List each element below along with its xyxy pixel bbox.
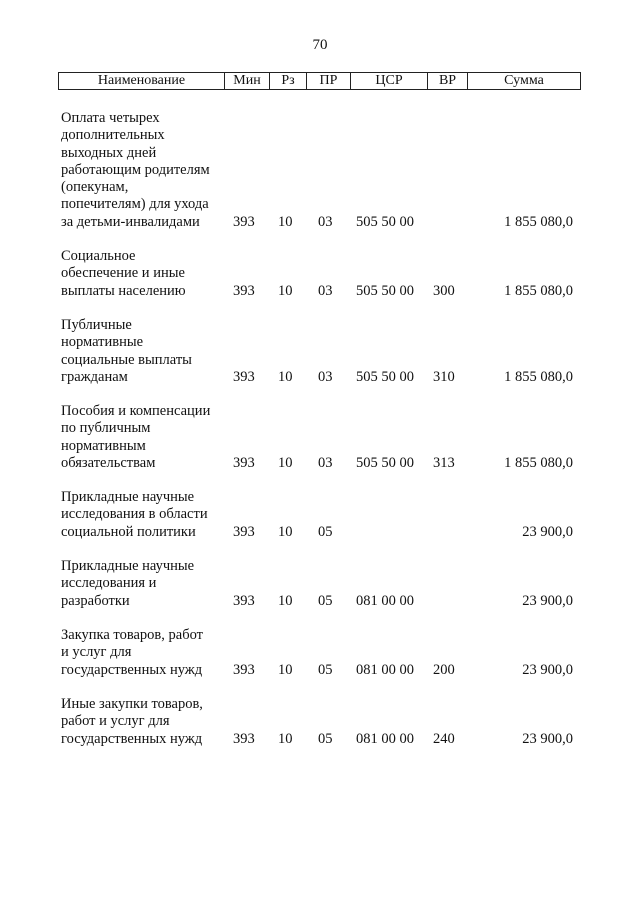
row-name: Пособия и компенсации по публичным нормативным обязательствам <box>61 403 211 471</box>
row-vr: 240 <box>433 731 455 747</box>
row-min: 393 <box>233 593 255 609</box>
row-name: Закупка товаров, работ и услуг для государственных нужд <box>61 627 203 678</box>
header-csr: ЦСР <box>350 73 427 89</box>
row-name: Прикладные научные исследования в области социальной политики <box>61 489 208 540</box>
row-csr: 505 50 00 <box>356 283 414 299</box>
row-name: Иные закупки товаров, работ и услуг для государственных нужд <box>61 696 203 747</box>
row-pr: 05 <box>318 731 333 747</box>
row-sum: 23 900,0 <box>522 662 573 678</box>
row-name: Прикладные научные исследования и разработки <box>61 558 195 609</box>
row-vr: 310 <box>433 369 455 385</box>
row-rz: 10 <box>278 731 293 747</box>
row-vr: 313 <box>433 455 455 471</box>
row-rz: 10 <box>278 524 293 540</box>
row-min: 393 <box>233 369 255 385</box>
row-rz: 10 <box>278 593 293 609</box>
table-header <box>58 72 581 90</box>
row-vr: 300 <box>433 283 455 299</box>
row-rz: 10 <box>278 369 293 385</box>
row-pr: 03 <box>318 214 333 230</box>
row-csr: 081 00 00 <box>356 731 414 747</box>
row-rz: 10 <box>278 662 293 678</box>
row-vr: 200 <box>433 662 455 678</box>
row-min: 393 <box>233 524 255 540</box>
row-pr: 03 <box>318 455 333 471</box>
header-rz: Рз <box>269 73 306 89</box>
row-csr: 081 00 00 <box>356 593 414 609</box>
row-csr: 505 50 00 <box>356 214 414 230</box>
row-sum: 1 855 080,0 <box>504 214 573 230</box>
row-sum: 1 855 080,0 <box>504 283 573 299</box>
row-rz: 10 <box>278 283 293 299</box>
row-pr: 05 <box>318 524 333 540</box>
row-min: 393 <box>233 662 255 678</box>
row-sum: 1 855 080,0 <box>504 369 573 385</box>
row-name: Публичные нормативные социальные выплаты гражданам <box>61 317 192 385</box>
row-sum: 1 855 080,0 <box>504 455 573 471</box>
row-csr: 081 00 00 <box>356 662 414 678</box>
row-min: 393 <box>233 283 255 299</box>
header-vr: ВР <box>427 73 467 89</box>
row-rz: 10 <box>278 455 293 471</box>
row-name: Оплата четырех дополнительных выходных дней работающим родителям (опекунам, попечителям) для ухода за детьми-инвалидами <box>61 110 210 230</box>
row-csr: 505 50 00 <box>356 455 414 471</box>
row-pr: 03 <box>318 369 333 385</box>
row-sum: 23 900,0 <box>522 593 573 609</box>
row-min: 393 <box>233 455 255 471</box>
row-pr: 03 <box>318 283 333 299</box>
row-min: 393 <box>233 214 255 230</box>
row-pr: 05 <box>318 593 333 609</box>
row-pr: 05 <box>318 662 333 678</box>
row-csr: 505 50 00 <box>356 369 414 385</box>
header-sum: Сумма <box>467 73 580 89</box>
row-sum: 23 900,0 <box>522 731 573 747</box>
page-number: 70 <box>312 37 328 53</box>
row-name: Социальное обеспечение и иные выплаты населению <box>61 248 186 299</box>
row-sum: 23 900,0 <box>522 524 573 540</box>
row-min: 393 <box>233 731 255 747</box>
row-rz: 10 <box>278 214 293 230</box>
header-min: Мин <box>224 73 269 89</box>
header-name: Наименование <box>97 73 186 88</box>
header-pr: ПР <box>306 73 350 89</box>
